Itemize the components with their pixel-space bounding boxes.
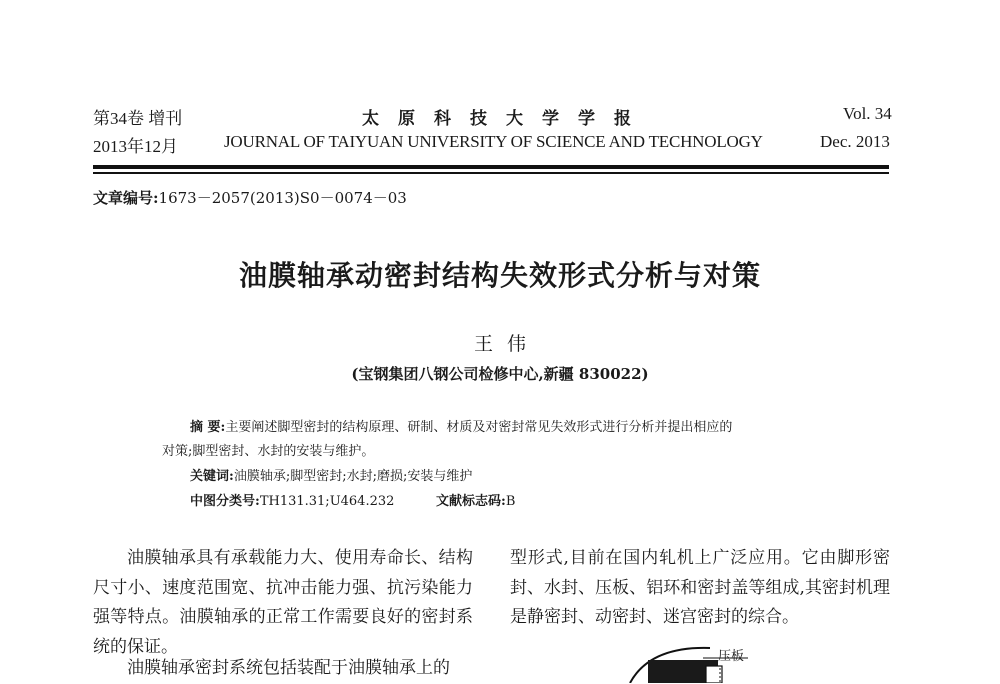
volume-en: Vol. 34: [843, 104, 892, 123]
header-rule-thin: [93, 172, 889, 174]
article-number-value: 1673－2057(2013)S0－0074－03: [158, 189, 407, 207]
article-number: [93, 187, 407, 208]
article-title: 油膜轴承动密封结构失效形式分析与对策: [238, 259, 761, 292]
abstract-line-1: [190, 416, 732, 440]
abstract-text-2: 对策;脚型密封、水封的安装与维护。: [162, 444, 375, 459]
author-name: 王伟: [473, 333, 540, 355]
clc-label: 中图分类号:: [190, 494, 260, 509]
keywords-text: 油膜轴承;脚型密封;水封;磨损;安装与维护: [233, 469, 473, 484]
article-number-label: 文章编号:: [93, 189, 159, 207]
figure-label-pressure-plate: 压板: [718, 649, 745, 664]
journal-name-cn: 太原科技大学学报: [362, 109, 650, 129]
document-code: [436, 490, 515, 514]
author-affiliation: (宝钢集团八钢公司检修中心,新疆 830022): [351, 365, 649, 383]
date-en: Dec. 2013: [820, 132, 890, 151]
classification-line: [190, 490, 394, 514]
keywords-line: [190, 465, 472, 489]
journal-name-en: JOURNAL OF TAIYUAN UNIVERSITY OF SCIENCE AND TECHNOLOGY: [224, 132, 763, 151]
seal-figure: [590, 636, 790, 683]
abstract-text-1: 主要阐述脚型密封的结构原理、研制、材质及对密封常见失效形式进行分析并提出相应的: [225, 420, 733, 435]
doc-code-label: 文献标志码:: [436, 494, 506, 509]
doc-code-value: B: [505, 494, 516, 509]
abstract-label: 摘 要:: [190, 420, 226, 435]
body-paragraph-right: 型形式,目前在国内轧机上广泛应用。它由脚形密封、水封、压板、铝环和密封盖等组成,其密封机理是静密封、动密封、迷宫密封的综合。: [510, 548, 890, 627]
body-paragraph-2: 油膜轴承密封系统包括装配于油膜轴承上的: [127, 658, 450, 678]
date-cn: 2013年12月: [93, 137, 178, 156]
header-rule-thick: [93, 165, 889, 169]
body-paragraph-1: 油膜轴承具有承载能力大、使用寿命长、结构尺寸小、速度范围宽、抗冲击能力强、抗污染能力强等特点。油膜轴承的正常工作需要良好的密封系统的保证。: [93, 548, 473, 657]
clc-value: TH131.31;U464.232: [259, 494, 395, 509]
keywords-label: 关键词:: [190, 469, 234, 484]
volume-issue-cn: 第34卷 增刊: [93, 109, 183, 128]
